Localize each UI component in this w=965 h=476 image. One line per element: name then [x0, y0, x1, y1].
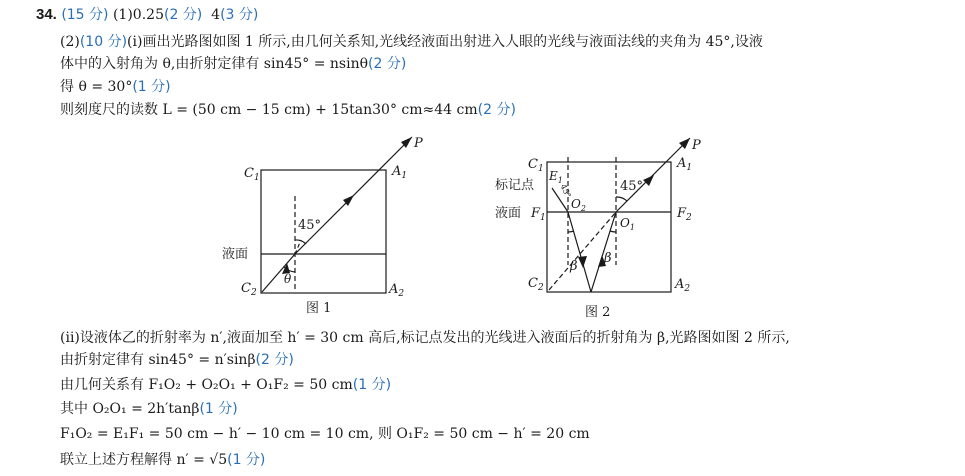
- fig2-arrow-down: [578, 256, 587, 268]
- part2-i-score2: (2 分): [368, 56, 407, 72]
- fig2-label-beta-left: β: [570, 259, 578, 274]
- part2-score: (10 分): [79, 34, 128, 50]
- part-ii-text1: (ⅱ)设液体乙的折射率为 n′,液面加至 h′ = 30 cm 高后,标记点发出的光线进入液面后的折射角为 β,光路图如图 2 所示,: [60, 330, 790, 346]
- part-ii-line6: [60, 451, 265, 469]
- fig1-label-p: P: [414, 136, 423, 151]
- fig2-label-c2: $C_2$: [528, 276, 544, 293]
- fig2-caption: 图 2: [585, 305, 611, 320]
- fig1-label-45: 45°: [298, 218, 322, 233]
- part-ii-line1: [60, 329, 790, 347]
- fig2-angle-beta-left-arc: [568, 231, 574, 232]
- fig2-label-p: P: [692, 138, 701, 153]
- part-ii-text3: 由几何关系有 F₁O₂ + O₂O₁ + O₁F₂ = 50 cm: [60, 377, 353, 393]
- part-ii-score2: (2 分): [255, 352, 294, 368]
- fig2-container: [547, 162, 671, 292]
- part2-i-text4: 则刻度尺的读数 L = (50 cm − 15 cm) + 15tan30° cm≈44 cm: [60, 102, 478, 118]
- total-score: (15 分): [61, 7, 109, 23]
- fig2-arrow-mid: [643, 175, 654, 186]
- part-ii-text6: 联立上述方程解得 n′ = √5: [60, 452, 228, 468]
- fig2-label-45small: 45°: [558, 182, 573, 200]
- fig2-label-e1: $E_1$: [549, 169, 563, 185]
- part-ii-score6: (1 分): [227, 452, 266, 468]
- fig2-label-a2: $A_2$: [675, 277, 691, 294]
- fig2-label-o2: $O_2$: [571, 197, 586, 213]
- part1-answer: (1)0.25: [112, 7, 164, 23]
- fig2-label-f2: $F_2$: [677, 206, 692, 223]
- fig1-label-theta: θ: [284, 272, 292, 286]
- fig1-label-c1: $C_1$: [244, 166, 260, 183]
- part2-i-score3: (1 分): [132, 79, 171, 95]
- part-ii-text2: 由折射定律有 sin45° = n′sinβ: [60, 352, 256, 368]
- fig1-label-a2: $A_2$: [389, 282, 405, 299]
- question-number: 34.: [36, 6, 57, 23]
- part1-answer2: 4: [211, 7, 221, 23]
- fig2-label-mark: 标记点: [495, 178, 535, 193]
- fig2-label-beta-right: β: [604, 251, 612, 266]
- fig1-label-a1: $A_1$: [392, 164, 408, 181]
- part2-label: (2): [60, 34, 80, 50]
- part2-i-text2: 体中的入射角为 θ,由折射定律有 sin45° = nsinθ: [60, 56, 369, 72]
- part-ii-score3: (1 分): [352, 377, 392, 393]
- part1-score: (2 分): [163, 7, 203, 23]
- fig2-label-a1: $A_1$: [677, 156, 693, 173]
- fig2-label-45: 45°: [620, 179, 644, 194]
- fig1-label-surface: 液面: [222, 247, 249, 262]
- part2-i-score4: (2 分): [477, 102, 516, 118]
- fig2-angle-beta-right-arc: [610, 231, 616, 232]
- fig2-label-o1: $O_1$: [620, 216, 635, 232]
- fig1-caption: 图 1: [306, 301, 332, 316]
- fig2-angle-45-arc: [616, 197, 627, 201]
- part-ii-text4: 其中 O₂O₁ = 2h′tanβ: [60, 401, 200, 417]
- part-ii-text5: F₁O₂ = E₁F₁ = 50 cm − h′ − 10 cm = 10 cm, 则 O₁F₂ = 50 cm − h′ = 20 cm: [60, 426, 590, 442]
- part1-score2: (3 分): [220, 7, 259, 23]
- part-ii-line5: [60, 425, 590, 443]
- fig1-label-c2: $C_2$: [241, 281, 257, 298]
- part-ii-line3: [60, 376, 391, 394]
- part-ii-line2: [60, 351, 294, 369]
- fig2-label-c1: $C_1$: [528, 157, 544, 174]
- part2-i-text1: (ⅰ)画出光路图如图 1 所示,由几何关系知,光线经液面出射进入人眼的光线与液面法线的夹角为 45°,设液: [127, 34, 763, 50]
- fig2-label-surface: 液面: [495, 206, 522, 221]
- part-ii-score4: (1 分): [199, 401, 238, 417]
- part2-i-text3: 得 θ = 30°: [60, 79, 133, 95]
- fig2-label-f1: $F_1$: [531, 206, 546, 223]
- fig2-ray-out: [616, 138, 693, 212]
- part-ii-line4: [60, 400, 238, 418]
- fig2-ray-o2-bottom: [568, 212, 591, 292]
